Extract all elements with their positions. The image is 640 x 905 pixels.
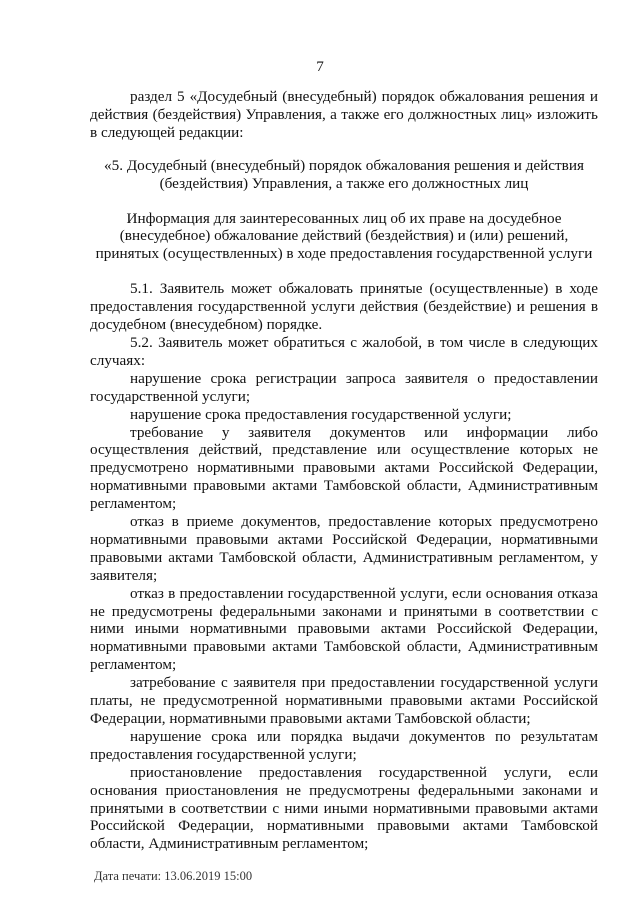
case-item: приостановление предоставления государственной услуги, если основания приостановления не предусмотрены федеральными законами и принятыми в соответствии с ними иными нормативными правовыми актами Российской Федерации, нормативными правовыми актами Тамбовской области, Административным регламентом;	[90, 763, 598, 853]
print-date: Дата печати: 13.06.2019 15:00	[94, 869, 253, 883]
clause-5-2: 5.2. Заявитель может обратиться с жалобой, в том числе в следующих случаях:	[90, 333, 598, 369]
case-item: отказ в предоставлении государственной услуги, если основания отказа не предусмотрены федеральными законами и принятыми в соответствии с ними иными нормативными правовыми актами Российской Федерации, нормативными правовыми актами Тамбовской области, Административным регламентом;	[90, 584, 598, 674]
page-number: 7	[316, 58, 324, 75]
case-item: нарушение срока или порядка выдачи документов по результатам предоставления государственной услуги;	[90, 727, 598, 763]
intro-paragraph: раздел 5 «Досудебный (внесудебный) порядок обжалования решения и действия (бездействия) Управления, а также его должностных лиц» изложить в следующей редакции:	[90, 88, 598, 141]
case-item: отказ в приеме документов, предоставление которых предусмотрено нормативными правовыми актами Российской Федерации, нормативными правовыми актами Тамбовской области, Административным регламентом, у заявителя;	[90, 513, 598, 584]
case-item: затребование с заявителя при предоставлении государственной услуги платы, не предусмотренной нормативными правовыми актами Российской Федерации, нормативными правовыми актами Тамбовской области;	[90, 674, 598, 727]
clause-5-1: 5.1. Заявитель может обжаловать принятые (осуществленные) в ходе предоставления государственной услуги действия (бездействие) и решения в досудебном (внесудебном) порядке.	[90, 280, 598, 334]
case-item: нарушение срока предоставления государственной услуги;	[130, 405, 512, 423]
info-heading: Информация для заинтересованных лиц об их праве на досудебное (внесудебное) обжалование действий (бездействия) и (или) решений, принятых (осуществленных) в ходе предоставления государственной услуги	[95, 209, 593, 263]
case-item: нарушение срока регистрации запроса заявителя о предоставлении государственной услуги;	[90, 369, 598, 405]
section-heading: «5. Досудебный (внесудебный) порядок обжалования решения и действия (бездействия) Управления, а также его должностных лиц	[104, 156, 584, 192]
case-item: требование у заявителя документов или информации либо осуществления действий, представление или осуществление которых не предусмотрено нормативными правовыми актами Российской Федерации, нормативными правовыми актами Тамбовской области, Административным регламентом;	[90, 423, 598, 513]
document-body	[90, 88, 598, 853]
